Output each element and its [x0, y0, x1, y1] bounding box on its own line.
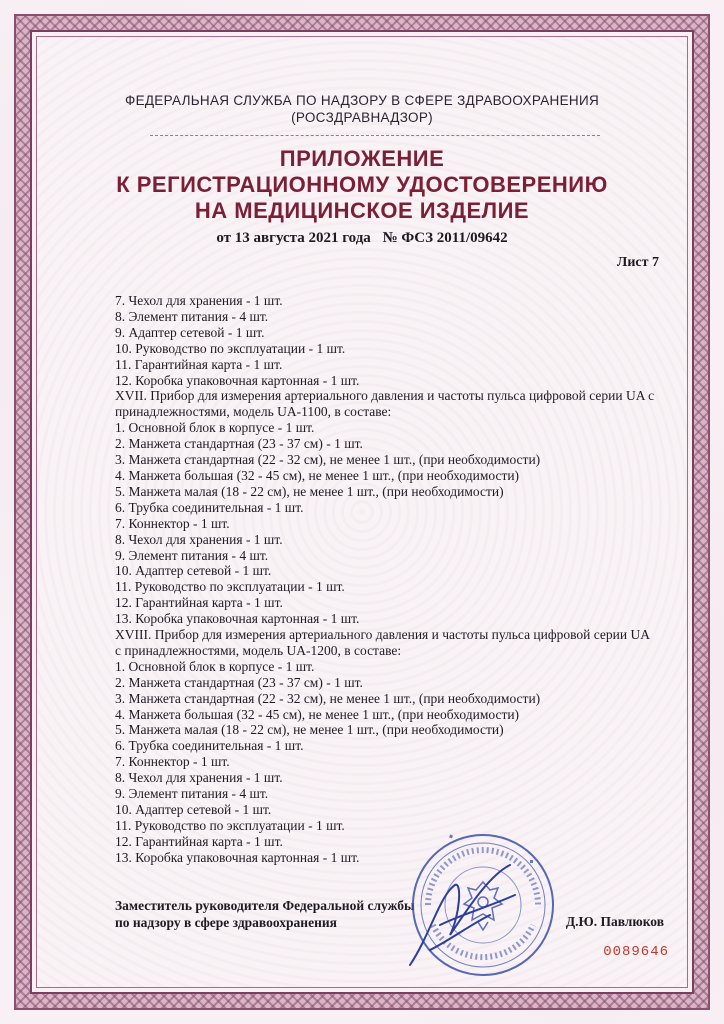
list-item: 5. Манжета малая (18 - 22 см), не менее 1 шт., (при необходимости) — [115, 722, 504, 738]
section-heading: XVII. Прибор для измерения артериального давления и частоты пульса цифровой серии UA с принадлежностями, модель UA-1100, в составе: — [115, 388, 655, 420]
list-item: 9. Элемент питания - 4 шт. — [115, 547, 269, 563]
list-item: 2. Манжета стандартная (23 - 37 см) - 1 шт. — [115, 436, 363, 452]
list-item: 8. Чехол для хранения - 1 шт. — [115, 770, 283, 786]
document-title-line2: К РЕГИСТРАЦИОННОМУ УДОСТОВЕРЕНИЮ — [116, 172, 608, 197]
list-item: 4. Манжета большая (32 - 45 см), не менее 1 шт., (при необходимости) — [115, 467, 520, 483]
list-item: 7. Коннектор - 1 шт. — [115, 754, 230, 770]
certificate-reference — [0, 230, 724, 247]
list-item: 9. Элемент питания - 4 шт. — [115, 786, 269, 802]
list-item: 2. Манжета стандартная (23 - 37 см) - 1 шт. — [115, 674, 363, 690]
list-item: 13. Коробка упаковочная картонная - 1 шт. — [115, 849, 360, 865]
signer-name: Д.Ю. Павлюков — [565, 914, 664, 929]
list-item: 7. Чехол для хранения - 1 шт. — [115, 293, 283, 308]
list-item: 6. Трубка соединительная - 1 шт. — [115, 499, 304, 515]
document-title-line1: ПРИЛОЖЕНИЕ — [279, 146, 445, 171]
list-item: 6. Трубка соединительная - 1 шт. — [115, 738, 304, 754]
list-item: 3. Манжета стандартная (22 - 32 см), не менее 1 шт., (при необходимости) — [115, 690, 541, 706]
agency-name: ФЕДЕРАЛЬНАЯ СЛУЖБА ПО НАДЗОРУ В СФЕРЕ ЗДРАВООХРАНЕНИЯ — [125, 93, 599, 108]
list-item: 10. Руководство по эксплуатации - 1 шт. — [115, 340, 346, 356]
section-heading: XVIII. Прибор для измерения артериального давления и частоты пульса цифровой серии UA с принадлежностями, модель UA-1200, в составе: — [115, 627, 650, 658]
header-divider — [150, 135, 600, 136]
certificate-date: от 13 августа 2021 года — [216, 230, 371, 246]
list-item: 11. Гарантийная карта - 1 шт. — [115, 356, 283, 372]
list-item: 12. Гарантийная карта - 1 шт. — [115, 833, 283, 849]
list-item: 5. Манжета малая (18 - 22 см), не менее 1 шт., (при необходимости) — [115, 483, 504, 499]
signer-title-line1: Заместитель руководителя Федеральной службы — [115, 898, 415, 913]
list-item: 8. Чехол для хранения - 1 шт. — [115, 531, 283, 547]
list-item: 8. Элемент питания - 4 шт. — [115, 308, 269, 324]
certificate-number: № ФСЗ 2011/09642 — [382, 230, 508, 246]
list-item: 12. Коробка упаковочная картонная - 1 шт. — [115, 372, 360, 388]
list-item: 9. Адаптер сетевой - 1 шт. — [115, 324, 265, 340]
sheet-number: Лист 7 — [616, 255, 659, 270]
list-item: 1. Основной блок в корпусе - 1 шт. — [115, 420, 315, 436]
agency-abbreviation: (РОСЗДРАВНАДЗОР) — [291, 110, 433, 125]
list-item: 11. Руководство по эксплуатации - 1 шт. — [115, 579, 345, 595]
list-item: 10. Адаптер сетевой - 1 шт. — [115, 563, 272, 579]
list-item: 1. Основной блок в корпусе - 1 шт. — [115, 658, 315, 674]
list-item: 10. Адаптер сетевой - 1 шт. — [115, 802, 272, 817]
list-item: 3. Манжета стандартная (22 - 32 см), не менее 1 шт., (при необходимости) — [115, 452, 541, 468]
list-item: 11. Руководство по эксплуатации - 1 шт. — [115, 817, 345, 833]
list-item: 12. Гарантийная карта - 1 шт. — [115, 595, 283, 611]
list-item: 4. Манжета большая (32 - 45 см), не менее 1 шт., (при необходимости) — [115, 706, 520, 722]
handwritten-signature-icon — [400, 855, 530, 975]
component-list — [115, 293, 655, 866]
signer-title-line2: по надзору в сфере здравоохранения — [115, 915, 337, 930]
serial-number: 0089646 — [603, 944, 669, 960]
signer-title — [115, 897, 415, 931]
list-item: 13. Коробка упаковочная картонная - 1 шт. — [115, 611, 360, 627]
document-title-line3: НА МЕДИЦИНСКОЕ ИЗДЕЛИЕ — [194, 198, 530, 223]
list-item: 7. Коннектор - 1 шт. — [115, 515, 230, 531]
